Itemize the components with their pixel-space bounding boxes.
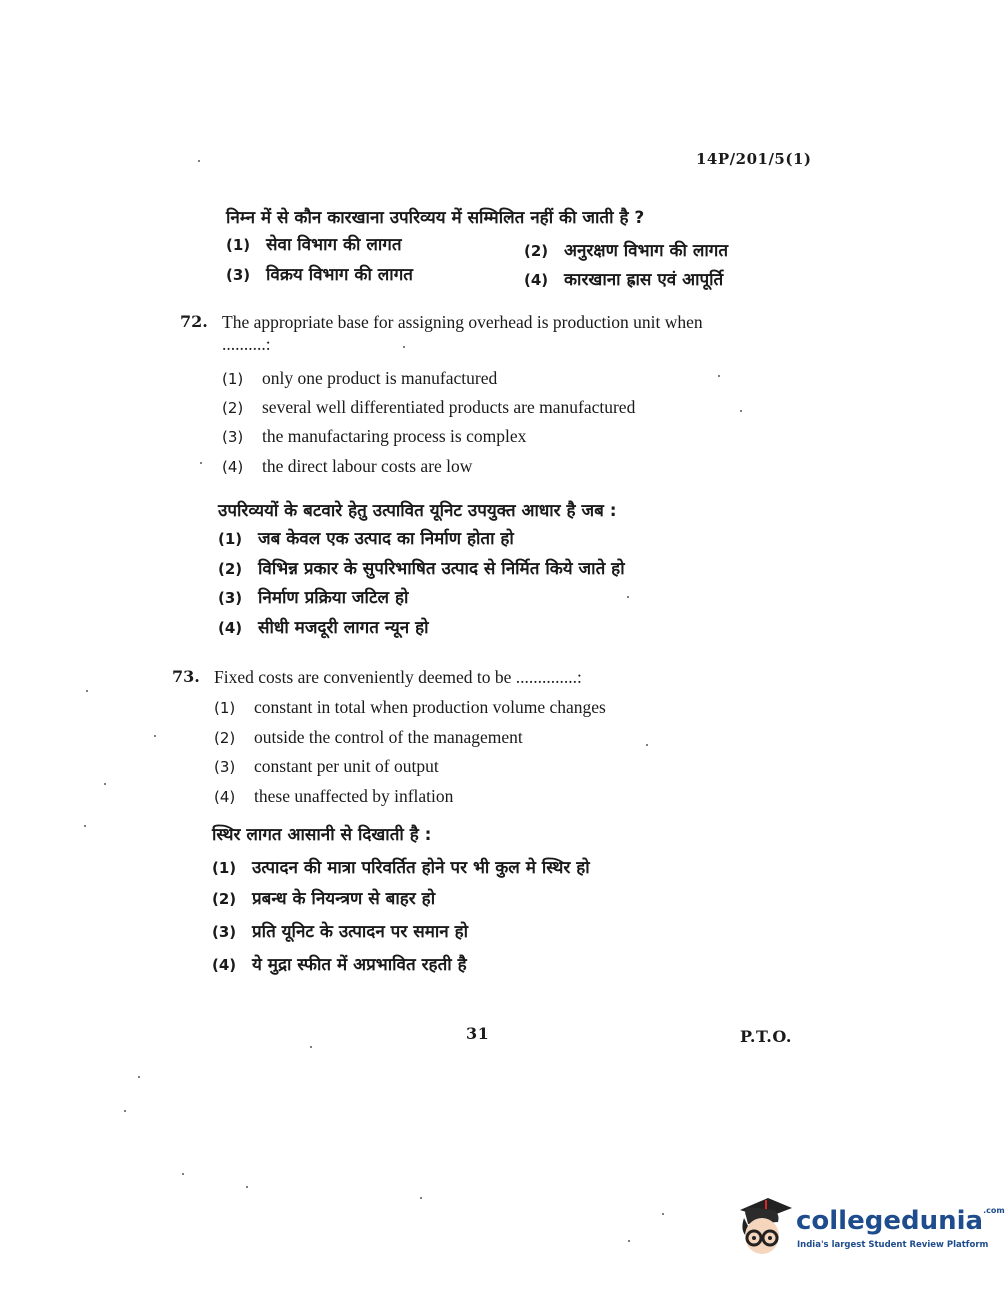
option-text: विक्रय विभाग की लागत (266, 265, 413, 285)
q71-hindi-option-2 (524, 238, 728, 261)
option-text: अनुरक्षण विभाग की लागत (564, 241, 729, 261)
option-number: (2) (218, 560, 243, 578)
option-number: (4) (212, 956, 237, 974)
option-number: (1) (222, 370, 244, 388)
q72-option-1 (222, 368, 497, 389)
q73-hindi-option-1 (212, 855, 590, 878)
option-text: उत्पादन की मात्रा परिवर्तित होने पर भी कुल मे स्थिर हो (252, 858, 590, 878)
q72-blank: ..........: (222, 334, 271, 354)
option-number: (4) (214, 788, 236, 806)
mascot-icon (734, 1196, 794, 1260)
option-number: (4) (524, 271, 549, 289)
q72-hindi-question: उपरिव्ययों के बटवारे हेतु उत्पावित यूनिट उपयुक्त आधार है जब : (218, 501, 617, 521)
q71-hindi-option-4 (524, 267, 723, 290)
option-number: (3) (222, 428, 244, 446)
option-text: these unaffected by inflation (254, 786, 454, 806)
q73-option-1 (214, 697, 606, 718)
collegedunia-watermark (734, 1196, 1005, 1266)
option-number: (1) (212, 859, 237, 877)
option-number: (2) (524, 242, 549, 260)
q73-option-3 (214, 756, 439, 777)
q72-hindi-option-4 (218, 615, 429, 638)
option-number: (1) (218, 530, 243, 548)
brand-tld: .com (983, 1206, 1005, 1215)
option-text: निर्माण प्रक्रिया जटिल हो (258, 588, 409, 608)
option-text: the direct labour costs are low (262, 456, 473, 476)
paper-code: 14P/201/5(1) (696, 150, 812, 168)
q73-hindi-question: स्थिर लागत आसानी से दिखाती है : (212, 825, 432, 845)
option-text: जब केवल एक उत्पाद का निर्माण होता हो (258, 529, 514, 549)
q73-number: 73. (172, 667, 200, 686)
option-text: प्रबन्ध के नियन्त्रण से बाहर हो (252, 889, 436, 909)
q72-number: 72. (180, 312, 208, 331)
brand-text: collegedunia (796, 1206, 984, 1236)
q72-hindi-option-2 (218, 556, 625, 579)
option-number: (4) (222, 458, 244, 476)
q71-hindi-option-1 (226, 232, 402, 255)
q73-hindi-option-4 (212, 952, 467, 975)
q73-question: Fixed costs are conveniently deemed to be ..............: (214, 667, 582, 687)
option-number: (2) (222, 399, 244, 417)
option-number: (1) (226, 236, 251, 254)
option-number: (2) (212, 890, 237, 908)
option-number: (1) (214, 699, 236, 717)
option-text: विभिन्न प्रकार के सुपरिभाषित उत्पाद से निर्मित किये जाते हो (258, 559, 625, 579)
q73-hindi-option-3 (212, 919, 468, 942)
q71-hindi-option-3 (226, 262, 413, 285)
q73-option-2 (214, 727, 523, 748)
option-number: (3) (226, 266, 251, 284)
q73-hindi-option-2 (212, 886, 435, 909)
brand-tagline: India's largest Student Review Platform (797, 1240, 989, 1250)
q72-option-3 (222, 426, 526, 447)
option-text: सीधी मजदूरी लागत न्यून हो (258, 618, 429, 638)
q72-question: The appropriate base for assigning overhead is production unit when (222, 312, 703, 332)
option-text: ये मुद्रा स्फीत में अप्रभावित रहती है (252, 955, 467, 975)
option-text: constant in total when production volume changes (254, 697, 606, 717)
option-number: (3) (212, 923, 237, 941)
pto-label: P.T.O. (740, 1027, 792, 1046)
q71-hindi-question: निम्न में से कौन कारखाना उपरिव्यय में सम्मिलित नहीं की जाती है ? (226, 208, 645, 228)
option-number: (3) (214, 758, 236, 776)
option-text: outside the control of the management (254, 727, 523, 747)
option-number: (2) (214, 729, 236, 747)
option-text: प्रति यूनिट के उत्पादन पर समान हो (252, 922, 469, 942)
option-text: several well differentiated products are manufactured (262, 397, 636, 417)
option-text: constant per unit of output (254, 756, 439, 776)
option-text: कारखाना ह्रास एवं आपूर्ति (564, 270, 724, 290)
option-text: only one product is manufactured (262, 368, 498, 388)
option-number: (3) (218, 589, 243, 607)
q73-option-4 (214, 786, 453, 807)
q72-option-4 (222, 456, 472, 477)
option-text: सेवा विभाग की लागत (266, 235, 402, 255)
q72-hindi-option-3 (218, 585, 408, 608)
q72-option-2 (222, 397, 635, 418)
brand-name (796, 1206, 1005, 1236)
q72-hindi-option-1 (218, 526, 514, 549)
option-number: (4) (218, 619, 243, 637)
page-number: 31 (466, 1024, 490, 1043)
option-text: the manufactaring process is complex (262, 426, 527, 446)
